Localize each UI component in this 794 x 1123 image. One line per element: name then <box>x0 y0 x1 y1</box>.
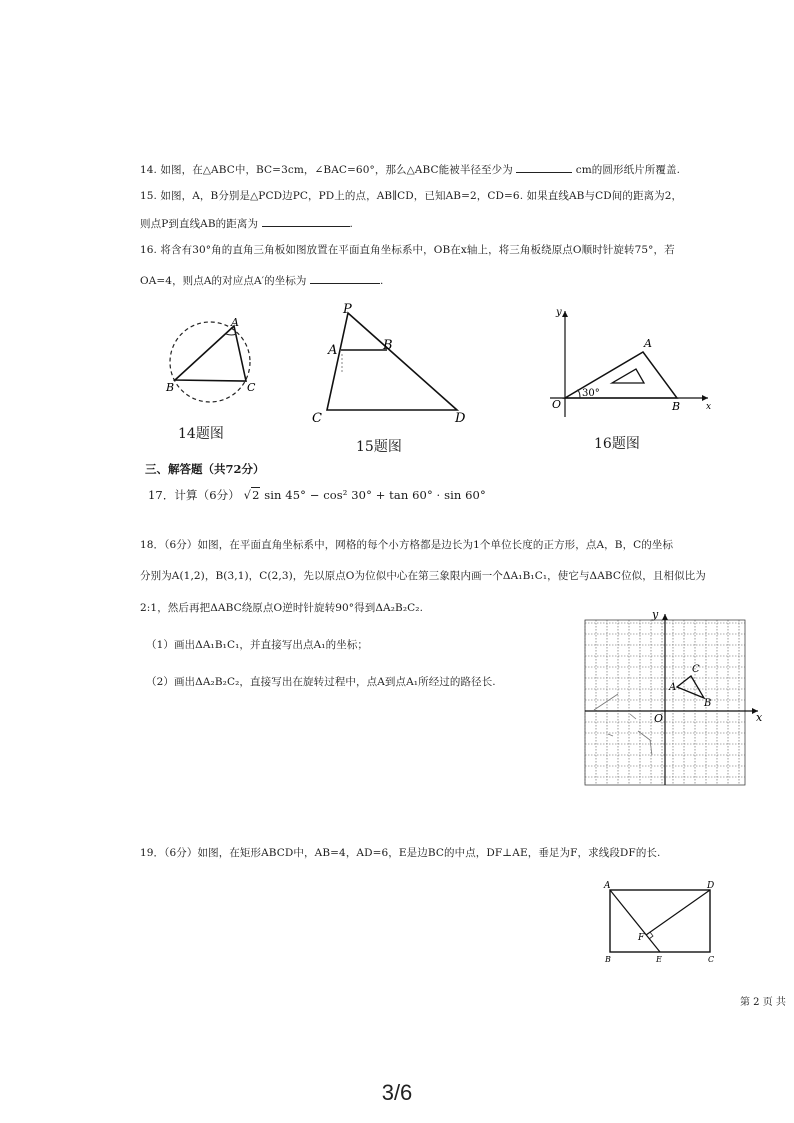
figure-18-grid <box>580 610 770 790</box>
grid-label-y: y <box>652 608 659 621</box>
fig16-set-square-inner <box>612 369 644 383</box>
question-18-line-2 <box>140 568 706 583</box>
q17-prefix: 17．计算（6分） <box>148 488 240 502</box>
fig14-circle <box>170 322 250 402</box>
question-18-line-3 <box>140 600 423 615</box>
fig15-label-c: C <box>312 411 322 426</box>
grid-label-x: x <box>756 711 763 724</box>
fig19-label-d: D <box>707 881 715 891</box>
fig16-y-arrow <box>562 311 568 317</box>
fig14-label-a: A <box>231 316 239 329</box>
q17-expression: sin 45° − cos² 30° + tan 60° · sin 60° <box>264 488 486 502</box>
page-number-label: 第 2 页 共 <box>740 997 786 1008</box>
fig16-label-b: B <box>672 400 681 413</box>
figure-16 <box>540 305 715 425</box>
fig19-rectangle <box>610 890 710 952</box>
q18-sub1-text: （1）画出ΔA₁B₁C₁，并直接写出点A₁的坐标； <box>146 639 369 651</box>
fig16-x-arrow <box>702 395 708 401</box>
figure-14 <box>160 312 270 422</box>
grid-label-b: B <box>704 698 712 709</box>
fig19-label-e: E <box>656 955 662 964</box>
q18-line3-text: 2:1，然后再把ΔABC绕原点O逆时针旋转90°得到ΔA₂B₂C₂. <box>140 602 424 614</box>
fig19-segment-df <box>646 890 710 935</box>
grid-pencil-marks <box>594 694 652 755</box>
question-17 <box>148 487 486 503</box>
grid-label-c: C <box>692 664 700 675</box>
fig15-label-a: A <box>328 343 338 358</box>
fig14-label-c: C <box>247 381 256 394</box>
q18-line1-text: 18．（6分）如图，在平面直角坐标系中，网格的每个小方格都是边长为1个单位长度的正方形，点A，B，C的坐标 <box>140 539 674 551</box>
fig16-label-y: y <box>556 307 562 318</box>
fig16-label-x: x <box>706 402 712 412</box>
section-3-title: 三、解答题（共72分） <box>145 462 265 476</box>
fig14-label-b: B <box>166 381 175 394</box>
q19-line1-text: 19．（6分）如图，在矩形ABCD中，AB=4，AD=6，E是边BC的中点，DF⊥AE，垂足为F，求线段DF的长. <box>140 847 661 859</box>
fig16-caption: 16题图 <box>594 436 640 452</box>
fig15-label-d: D <box>455 411 466 426</box>
q17-radicand: 2 <box>252 488 260 502</box>
question-18-line-1 <box>140 537 673 552</box>
question-16-line-1 <box>140 242 675 257</box>
fig15-label-p: P <box>343 302 352 317</box>
fig15-triangle <box>327 313 457 410</box>
q17-sqrt-sign: √ <box>243 488 252 502</box>
question-14 <box>140 161 680 177</box>
fig19-label-a: A <box>604 881 611 891</box>
figure-15 <box>308 302 473 427</box>
grid-label-a: A <box>669 682 677 693</box>
fig16-label-a: A <box>644 337 652 350</box>
q15-line1-text: 15. 如图，A，B分别是△PCD边PC，PD上的点，AB∥CD，已知AB=2，CD=6. 如果直线AB与CD间的距离为2， <box>140 190 683 202</box>
fig16-label-angle: 30° <box>582 388 600 399</box>
fig15-caption: 15题图 <box>356 439 402 455</box>
question-15-line-1 <box>140 188 682 203</box>
q16-answer-blank <box>310 272 380 284</box>
q18-sub2-text: （2）画出ΔA₂B₂C₂，直接写出在旋转过程中，点A到点A₁所经过的路径长. <box>146 676 496 688</box>
question-19 <box>140 845 660 860</box>
question-15-line-2: 则点P到直线AB的距离为 . <box>140 215 353 231</box>
question-18-sub-1 <box>146 637 368 652</box>
page-counter: 3/6 <box>381 1080 413 1105</box>
grid-y-arrow <box>662 614 668 620</box>
fig16-label-o: O <box>552 398 562 411</box>
fig19-label-b: B <box>605 955 611 964</box>
q16-line2-text: OA=4，则点A的对应点A′的坐标为 <box>140 275 307 287</box>
grid-triangle-abc <box>677 676 704 698</box>
q18-line2-text: 分别为A(1,2)，B(3,1)，C(2,3)，先以原点O为位似中心在第三象限内画一个ΔA₁B₁C₁，使它与ΔABC位似，且相似比为 <box>140 570 706 582</box>
q16-line1-text: 16. 将含有30°角的直角三角板如图放置在平面直角坐标系中，OB在x轴上，将三角板绕原点O顺时针旋转75°，若 <box>140 244 675 256</box>
fig19-segment-ae <box>610 890 660 952</box>
fig14-caption: 14题图 <box>178 426 224 442</box>
question-16-line-2: OA=4，则点A的对应点A′的坐标为 . <box>140 272 383 288</box>
question-18-sub-2 <box>146 674 496 689</box>
fig19-label-f: F <box>638 933 645 943</box>
q14-text-b: cm的圆形纸片所覆盖. <box>575 164 681 176</box>
q15-line2-text: 则点P到直线AB的距离为 <box>140 218 259 230</box>
q14-text-a: 14. 如图，在△ABC中，BC=3cm，∠BAC=60°，那么△ABC能被半径至少为 <box>140 164 513 176</box>
fig15-label-b: B <box>383 338 393 353</box>
fig19-label-c: C <box>708 955 715 964</box>
q15-answer-blank <box>262 215 350 227</box>
grid-label-o: O <box>654 712 664 725</box>
q14-answer-blank <box>516 161 572 173</box>
figure-19 <box>595 878 725 970</box>
fig14-angle-mark <box>226 334 236 335</box>
